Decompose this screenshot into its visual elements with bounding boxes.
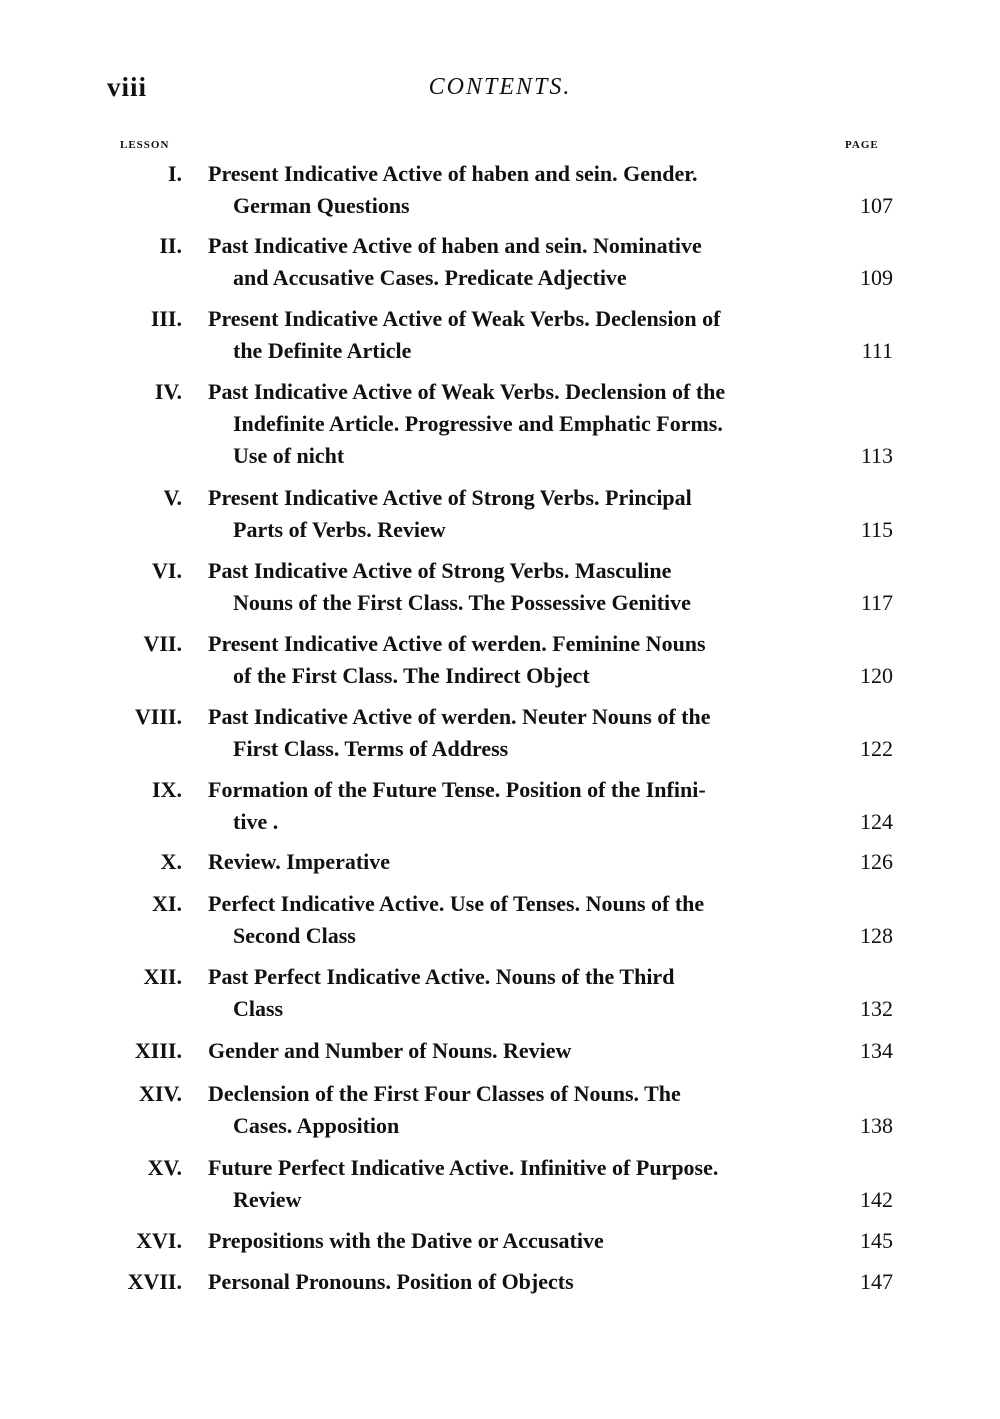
lesson-title-line: Perfect Indicative Active. Use of Tenses. Nouns of the bbox=[208, 891, 705, 916]
page-reference: 147 bbox=[860, 1269, 893, 1294]
lesson-title-line: Past Indicative Active of Strong Verbs. Masculine bbox=[208, 558, 672, 583]
page-reference: 120 bbox=[860, 663, 893, 688]
page-reference: 107 bbox=[860, 193, 893, 218]
lesson-numeral: XIV. bbox=[138, 1081, 182, 1106]
running-title: CONTENTS. bbox=[428, 74, 572, 100]
lesson-numeral: II. bbox=[159, 233, 182, 258]
page-reference: 113 bbox=[860, 443, 893, 468]
lesson-title-line: Future Perfect Indicative Active. Infinitive of Purpose. bbox=[208, 1155, 719, 1180]
lesson-title-line: Review bbox=[233, 1187, 302, 1212]
lesson-numeral: VII. bbox=[143, 631, 182, 656]
page-reference: 115 bbox=[860, 517, 893, 542]
lesson-numeral: XI. bbox=[152, 891, 182, 916]
lesson-title-line: Cases. Apposition bbox=[233, 1113, 400, 1138]
lesson-title-line: Formation of the Future Tense. Position of the Infini- bbox=[208, 777, 706, 802]
lesson-numeral: XIII. bbox=[134, 1038, 182, 1063]
lesson-title-line: Indefinite Article. Progressive and Emphatic Forms. bbox=[233, 411, 723, 436]
page-reference: 134 bbox=[860, 1038, 893, 1063]
lesson-numeral: XVI. bbox=[136, 1228, 182, 1253]
lesson-title-line: the Definite Article bbox=[233, 338, 412, 363]
lesson-title-line: Prepositions with the Dative or Accusative bbox=[208, 1228, 604, 1253]
lesson-numeral: III. bbox=[150, 306, 182, 331]
page-reference: 117 bbox=[860, 590, 893, 615]
page-reference: 124 bbox=[860, 809, 893, 834]
lesson-numeral: IX. bbox=[152, 777, 182, 802]
page-number: viii bbox=[107, 72, 148, 102]
page-reference: 132 bbox=[860, 996, 893, 1021]
lesson-title-line: Declension of the First Four Classes of Nouns. The bbox=[208, 1081, 681, 1106]
page-reference: 122 bbox=[860, 736, 893, 761]
lesson-title-line: Past Indicative Active of haben and sein. Nominative bbox=[208, 233, 702, 258]
page-reference: 109 bbox=[860, 265, 893, 290]
lesson-title-line: Parts of Verbs. Review bbox=[233, 517, 446, 542]
lesson-title-line: Present Indicative Active of Weak Verbs. Declension of bbox=[208, 306, 721, 331]
page-reference: 128 bbox=[860, 923, 893, 948]
lesson-title-line: of the First Class. The Indirect Object bbox=[233, 663, 590, 688]
lesson-numeral: XV. bbox=[147, 1155, 182, 1180]
lesson-title-line: First Class. Terms of Address bbox=[233, 736, 509, 761]
lesson-numeral: X. bbox=[160, 849, 182, 874]
lesson-title-line: Nouns of the First Class. The Possessive Genitive bbox=[233, 590, 691, 615]
lesson-title-line: Gender and Number of Nouns. Review bbox=[208, 1038, 572, 1063]
page-reference: 126 bbox=[860, 849, 893, 874]
lesson-title-line: Personal Pronouns. Position of Objects bbox=[208, 1269, 574, 1294]
lesson-numeral: IV. bbox=[154, 379, 182, 404]
lesson-title-line: Present Indicative Active of Strong Verbs. Principal bbox=[208, 485, 692, 510]
page-column-label: PAGE bbox=[845, 139, 879, 151]
page-reference: 145 bbox=[860, 1228, 893, 1253]
lesson-title-line: Past Indicative Active of werden. Neuter Nouns of the bbox=[208, 704, 711, 729]
page-reference: 142 bbox=[860, 1187, 893, 1212]
lesson-title-line: Past Indicative Active of Weak Verbs. Declension of the bbox=[208, 379, 726, 404]
lesson-numeral: XVII. bbox=[127, 1269, 182, 1294]
lesson-title-line: Present Indicative Active of werden. Feminine Nouns bbox=[208, 631, 706, 656]
lesson-title-line: and Accusative Cases. Predicate Adjective bbox=[233, 265, 627, 290]
page-reference: 138 bbox=[860, 1113, 893, 1138]
lesson-column-label: LESSON bbox=[120, 139, 170, 151]
lesson-title-line: Use of nicht bbox=[233, 443, 345, 468]
lesson-numeral: V. bbox=[163, 485, 182, 510]
page-reference: 111 bbox=[861, 338, 893, 363]
lesson-title-line: Review. Imperative bbox=[208, 849, 391, 874]
lesson-title-line: Class bbox=[233, 996, 284, 1021]
lesson-numeral: VI. bbox=[152, 558, 182, 583]
lesson-title-line: tive . bbox=[233, 809, 279, 834]
lesson-numeral: VIII. bbox=[134, 704, 182, 729]
lesson-numeral: I. bbox=[167, 161, 182, 186]
lesson-title-line: Present Indicative Active of haben and sein. Gender. bbox=[208, 161, 698, 186]
lesson-title-line: Past Perfect Indicative Active. Nouns of the Third bbox=[208, 964, 675, 989]
lesson-title-line: German Questions bbox=[233, 193, 410, 218]
lesson-title-line: Second Class bbox=[233, 923, 356, 948]
lesson-numeral: XII. bbox=[143, 964, 182, 989]
